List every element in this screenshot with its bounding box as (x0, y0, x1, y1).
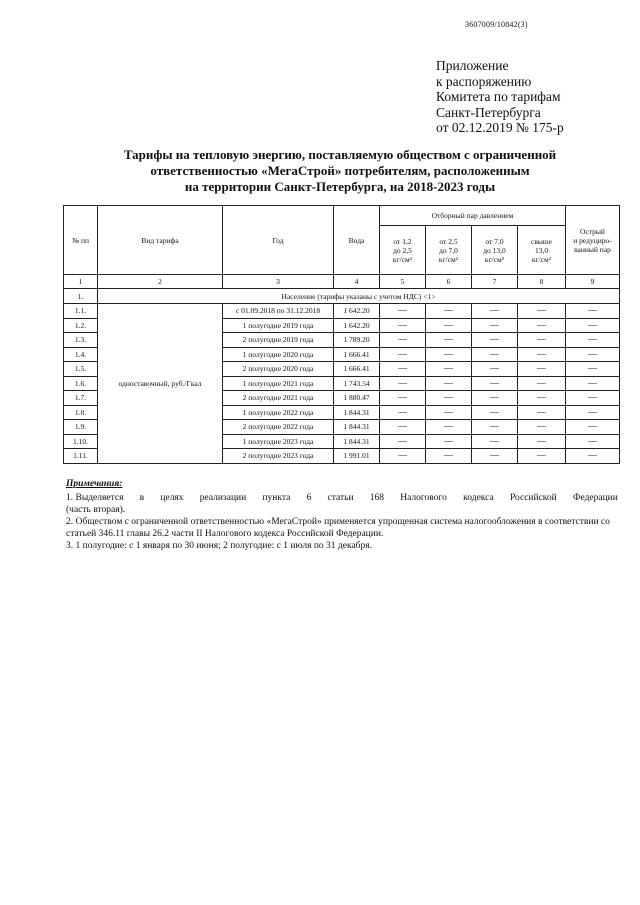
row-dash-cell: — (426, 318, 472, 333)
section-num: 1. (64, 289, 98, 304)
row-year: 1 полугодие 2023 года (223, 434, 334, 449)
note-1-word: пункта (262, 493, 291, 503)
row-dash-cell: — (518, 420, 566, 435)
row-dash-cell: — (518, 405, 566, 420)
row-water-value: 1 844.31 (334, 420, 380, 435)
header-line: и редуциро- (573, 235, 612, 245)
row-dash-cell: — (518, 434, 566, 449)
header-line: до 13,0 (483, 245, 506, 255)
row-dash-cell: — (566, 405, 620, 420)
row-dash-cell: — (426, 304, 472, 319)
row-num: 1.5. (64, 362, 98, 377)
row-dash-cell: — (472, 333, 518, 348)
row-water-value: 1 844.31 (334, 434, 380, 449)
title-line: ответственностью «МегаСтрой» потребителям, расположенным (150, 163, 530, 178)
header-kind: Вид тарифа (98, 206, 223, 275)
header-line: ванный пар (574, 244, 611, 254)
table-row (64, 304, 620, 319)
column-number: 5 (380, 275, 426, 289)
row-dash-cell: — (426, 449, 472, 464)
row-num: 1.1. (64, 304, 98, 319)
document-number: 3607009/10842(3) (465, 20, 528, 29)
note-1-word: 168 (369, 493, 385, 503)
note-1-word: реализации (199, 493, 247, 503)
row-year: 2 полугодие 2020 года (223, 362, 334, 377)
row-water-value: 1 666.41 (334, 347, 380, 362)
row-dash-cell: — (380, 434, 426, 449)
row-dash-cell: — (472, 449, 518, 464)
row-water-value: 1 789.20 (334, 333, 380, 348)
header-line: кг/см² (484, 254, 505, 264)
row-dash-cell: — (380, 347, 426, 362)
column-number: 8 (518, 275, 566, 289)
row-dash-cell: — (472, 376, 518, 391)
header-line: свыше (530, 236, 552, 246)
row-dash-cell: — (472, 434, 518, 449)
header-line: от 7,0 (485, 236, 504, 246)
row-dash-cell: — (518, 318, 566, 333)
row-dash-cell: — (566, 333, 620, 348)
row-water-value: 1 880.47 (334, 391, 380, 406)
row-dash-cell: — (472, 420, 518, 435)
header-steam-2 (426, 226, 472, 275)
header-water: Вода (334, 206, 380, 275)
header-line: до 7,0 (439, 245, 458, 255)
header-line: от 1,2 (393, 236, 412, 246)
row-dash-cell: — (380, 449, 426, 464)
appendix-line: Комитета по тарифам (436, 89, 561, 104)
row-dash-cell: — (380, 420, 426, 435)
column-number: 9 (566, 275, 620, 289)
row-num: 1.10. (64, 434, 98, 449)
row-dash-cell: — (566, 391, 620, 406)
row-water-value: 1 666.41 (334, 362, 380, 377)
column-number: 2 (98, 275, 223, 289)
header-line: кг/см² (531, 254, 552, 264)
column-number-row (64, 275, 620, 289)
header-line: от 2,5 (439, 236, 458, 246)
row-dash-cell: — (472, 391, 518, 406)
row-num: 1.9. (64, 420, 98, 435)
column-number: 7 (472, 275, 518, 289)
note-1-word: Российской (509, 493, 557, 503)
row-year: 1 полугодие 2020 года (223, 347, 334, 362)
note-1-word: статьи (327, 493, 354, 503)
header-num: № пп (64, 206, 98, 275)
title-line: на территории Санкт-Петербурга, на 2018-2023 годы (184, 179, 496, 194)
note-1-word: Федерации (572, 493, 618, 503)
row-dash-cell: — (426, 434, 472, 449)
row-dash-cell: — (566, 420, 620, 435)
header-line: 13,0 (534, 245, 549, 255)
note-1-word: в (139, 493, 145, 503)
row-dash-cell: — (380, 362, 426, 377)
note-1-word: целях (160, 493, 184, 503)
row-dash-cell: — (426, 391, 472, 406)
note-1-word: Налогового (400, 493, 447, 503)
appendix-block (436, 58, 564, 136)
row-dash-cell: — (566, 347, 620, 362)
row-dash-cell: — (380, 376, 426, 391)
row-dash-cell: — (566, 304, 620, 319)
row-dash-cell: — (426, 362, 472, 377)
note-1-word: 1. Выделяется (66, 493, 124, 503)
row-dash-cell: — (380, 333, 426, 348)
row-num: 1.8. (64, 405, 98, 420)
notes-title: Примечания: (66, 479, 123, 489)
tariff-kind-cell: одноставочный, руб./Гкал (98, 304, 223, 464)
row-year: 2 полугодие 2022 года (223, 420, 334, 435)
row-dash-cell: — (566, 318, 620, 333)
row-dash-cell: — (472, 304, 518, 319)
row-num: 1.11. (64, 449, 98, 464)
row-num: 1.6. (64, 376, 98, 391)
header-steam-1 (380, 226, 426, 275)
note-1-first-line (66, 492, 618, 504)
row-dash-cell: — (426, 333, 472, 348)
title-line: Тарифы на тепловую энергию, поставляемую обществом с ограниченной (123, 147, 557, 162)
row-dash-cell: — (472, 347, 518, 362)
row-dash-cell: — (566, 449, 620, 464)
note-1-tail: (часть вторая). (66, 505, 126, 515)
row-year: 1 полугодие 2021 года (223, 376, 334, 391)
row-water-value: 1 642.20 (334, 304, 380, 319)
row-num: 1.4. (64, 347, 98, 362)
row-dash-cell: — (380, 405, 426, 420)
appendix-line: Приложение (436, 58, 509, 73)
row-water-value: 1 844.31 (334, 405, 380, 420)
column-number: 6 (426, 275, 472, 289)
row-dash-cell: — (518, 449, 566, 464)
row-dash-cell: — (518, 347, 566, 362)
row-dash-cell: — (566, 362, 620, 377)
section-row (64, 289, 620, 304)
header-line: кг/см² (392, 254, 413, 264)
header-steam-3 (472, 226, 518, 275)
row-year: 1 полугодие 2019 года (223, 318, 334, 333)
row-dash-cell: — (380, 318, 426, 333)
header-sharp-steam (566, 206, 620, 275)
row-year: с 01.09.2018 по 31.12.2018 (223, 304, 334, 319)
row-dash-cell: — (472, 405, 518, 420)
header-steam-group: Отборный пар давлением (380, 206, 566, 226)
row-water-value: 1 743.54 (334, 376, 380, 391)
row-num: 1.3. (64, 333, 98, 348)
notes-block (66, 478, 618, 552)
row-dash-cell: — (426, 347, 472, 362)
column-number: 4 (334, 275, 380, 289)
row-year: 2 полугодие 2023 года (223, 449, 334, 464)
row-dash-cell: — (518, 304, 566, 319)
row-dash-cell: — (518, 333, 566, 348)
row-dash-cell: — (518, 362, 566, 377)
header-steam-4 (518, 226, 566, 275)
header-year: Год (223, 206, 334, 275)
row-num: 1.7. (64, 391, 98, 406)
row-dash-cell: — (426, 376, 472, 391)
row-dash-cell: — (518, 391, 566, 406)
row-dash-cell: — (426, 405, 472, 420)
column-number: 3 (223, 275, 334, 289)
row-dash-cell: — (566, 376, 620, 391)
row-dash-cell: — (380, 391, 426, 406)
note-1-word: 6 (306, 493, 312, 503)
note-3: 3. 1 полугодие: с 1 января по 30 июня; 2 полугодие: с 1 июля по 31 декабря. (66, 541, 372, 551)
row-water-value: 1 642.20 (334, 318, 380, 333)
note-1-word: кодекса (463, 493, 494, 503)
note-1 (66, 492, 618, 516)
row-dash-cell: — (472, 318, 518, 333)
note-2: 2. Обществом с ограниченной ответственностью «МегаСтрой» применяется упрощенная система налогообложения в соответствии со статьей 346.11 главы 26.2 части II Налогового кодекса Российской Федерации. (66, 517, 610, 539)
row-year: 2 полугодие 2019 года (223, 333, 334, 348)
appendix-line: Санкт-Петербурга (436, 104, 541, 120)
row-num: 1.2. (64, 318, 98, 333)
row-water-value: 1 991.01 (334, 449, 380, 464)
row-year: 2 полугодие 2021 года (223, 391, 334, 406)
header-line: Острый (580, 226, 605, 236)
column-number: 1 (64, 275, 98, 289)
header-line: до 2,5 (393, 245, 412, 255)
row-dash-cell: — (518, 376, 566, 391)
tariff-table (63, 205, 620, 464)
section-label: Население (тарифы указаны с учетом НДС) <1> (98, 289, 620, 304)
document-title (70, 147, 610, 195)
appendix-line: от 02.12.2019 № 175-р (436, 120, 564, 135)
row-year: 1 полугодие 2022 года (223, 405, 334, 420)
row-dash-cell: — (380, 304, 426, 319)
header-line: кг/см² (438, 254, 459, 264)
appendix-line: к распоряжению (436, 73, 532, 89)
row-dash-cell: — (472, 362, 518, 377)
row-dash-cell: — (566, 434, 620, 449)
row-dash-cell: — (426, 420, 472, 435)
